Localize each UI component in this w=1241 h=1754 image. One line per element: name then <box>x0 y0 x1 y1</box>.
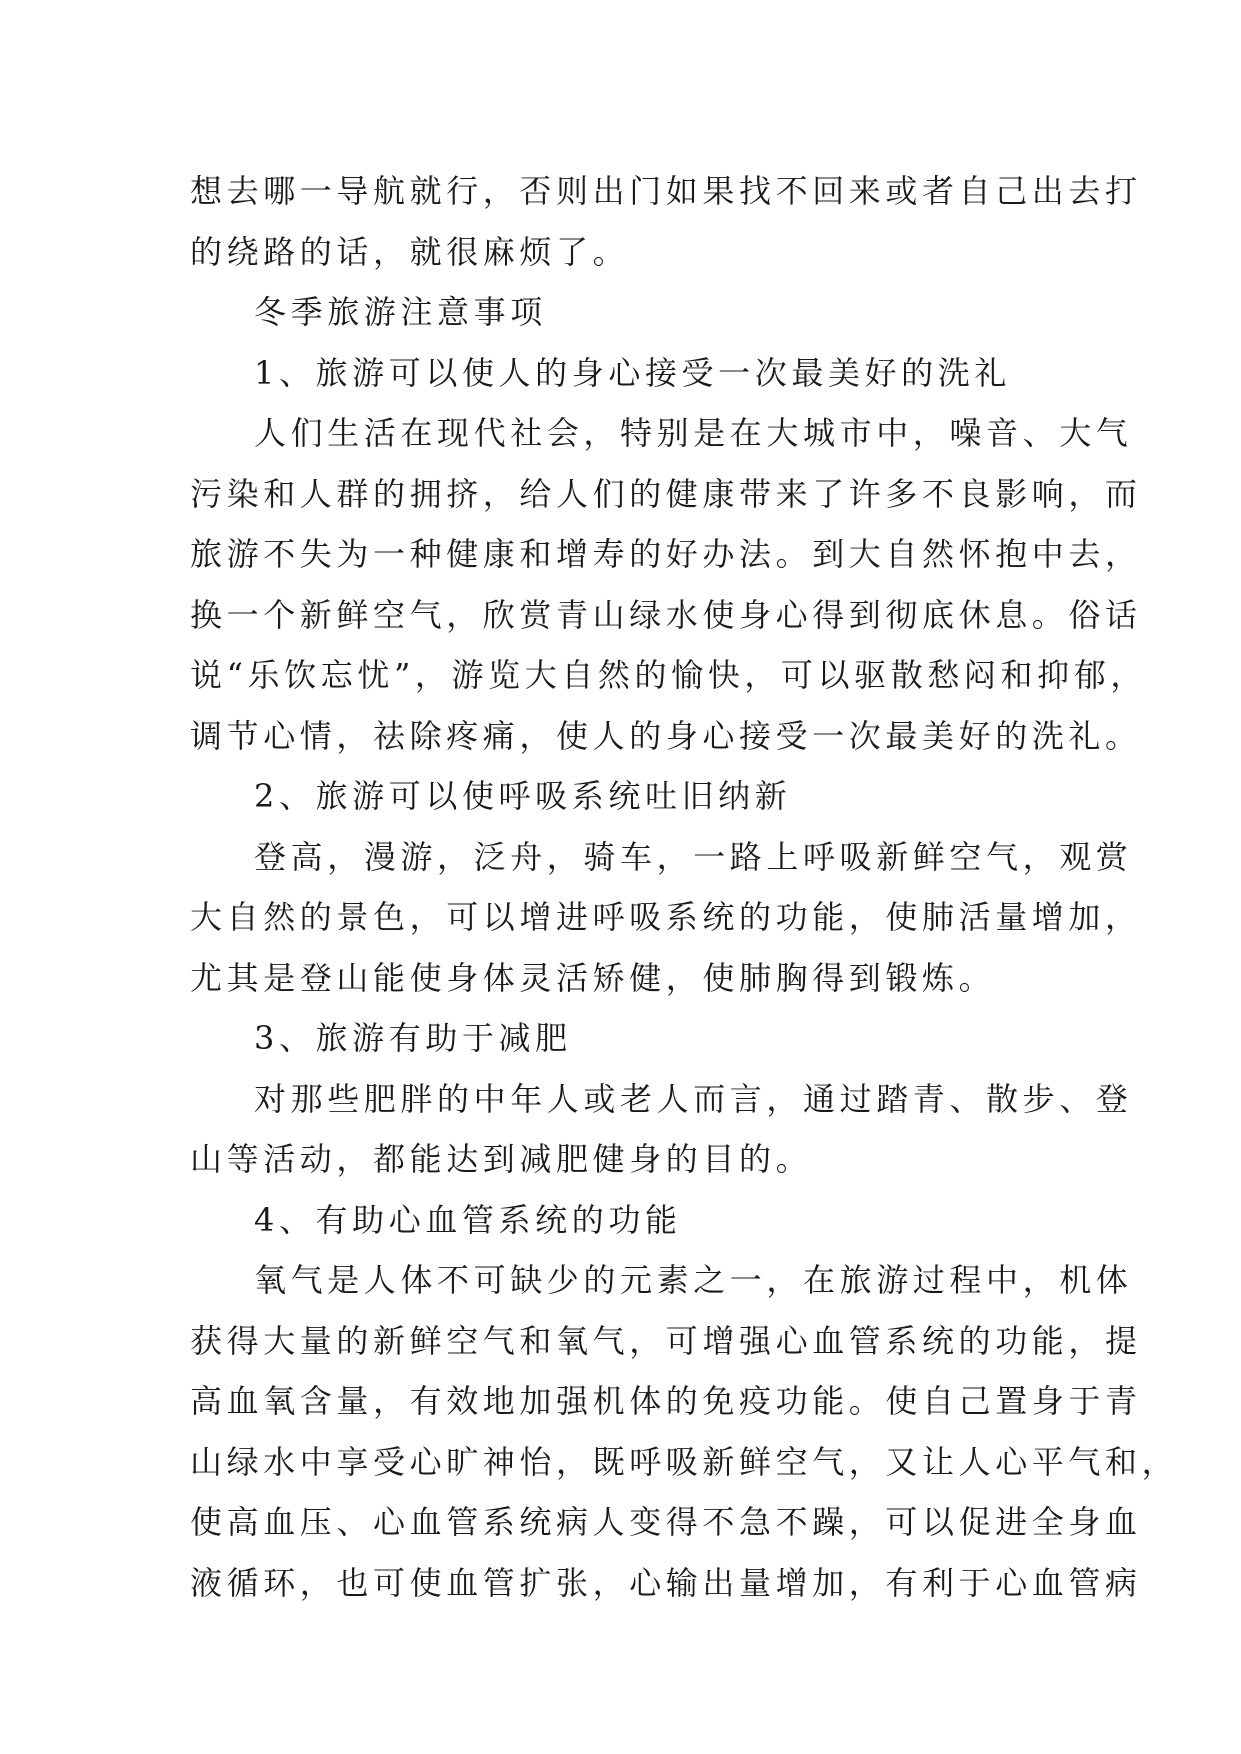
text-line: 使高血压、心血管系统病人变得不急不躁，可以促进全身血 <box>190 1503 1142 1541</box>
text-line: 氧气是人体不可缺少的元素之一，在旅游过程中，机体 <box>254 1261 1133 1299</box>
section-heading: 冬季旅游注意事项 <box>254 293 547 331</box>
text-line: 获得大量的新鲜空气和氧气，可增强心血管系统的功能，提 <box>190 1321 1142 1360</box>
text-line: 液循环，也可使血管扩张，心输出量增加，有利于心血管病 <box>190 1563 1142 1602</box>
text-line: 人们生活在现代社会，特别是在大城市中，噪音、大气 <box>254 414 1133 452</box>
text-line: 的绕路的话，就很麻烦了。 <box>190 232 630 271</box>
text-line: 污染和人群的拥挤，给人们的健康带来了许多不良影响，而 <box>190 474 1142 513</box>
text-line: 高血氧含量，有效地加强机体的免疫功能。使自己置身于青 <box>190 1382 1142 1420</box>
text-line: 对那些肥胖的中年人或老人而言，通过踏青、散步、登 <box>254 1079 1133 1118</box>
text-line: 想去哪一导航就行，否则出门如果找不回来或者自己出去打 <box>190 172 1142 210</box>
text-line: 调节心情，祛除疼痛，使人的身心接受一次最美好的洗礼。 <box>190 716 1142 755</box>
text-line: 山等活动，都能达到减肥健身的目的。 <box>190 1140 813 1178</box>
text-line: 大自然的景色，可以增进呼吸系统的功能，使肺活量增加， <box>190 898 1142 936</box>
subheading-3: 3、旅游有助于减肥 <box>254 1019 572 1057</box>
text-line: 登高，漫游，泛舟，骑车，一路上呼吸新鲜空气，观赏 <box>254 837 1133 876</box>
text-line: 说“乐饮忘忧”，游览大自然的愉快，可以驱散愁闷和抑郁， <box>190 656 1147 694</box>
subheading-4: 4、有助心血管系统的功能 <box>254 1200 682 1239</box>
text-line: 山绿水中享受心旷神怡，既呼吸新鲜空气，又让人心平气和， <box>190 1442 1179 1481</box>
text-line: 尤其是登山能使身体灵活矫健，使肺胸得到锻炼。 <box>190 958 996 997</box>
text-line: 换一个新鲜空气，欣赏青山绿水使身心得到彻底休息。俗话 <box>190 595 1142 634</box>
document-body <box>190 161 1179 1613</box>
subheading-1: 1、旅游可以使人的身心接受一次最美好的洗礼 <box>254 353 1011 392</box>
text-line: 旅游不失为一种健康和增寿的好办法。到大自然怀抱中去， <box>190 535 1142 573</box>
subheading-2: 2、旅游可以使呼吸系统吐旧纳新 <box>254 777 792 815</box>
